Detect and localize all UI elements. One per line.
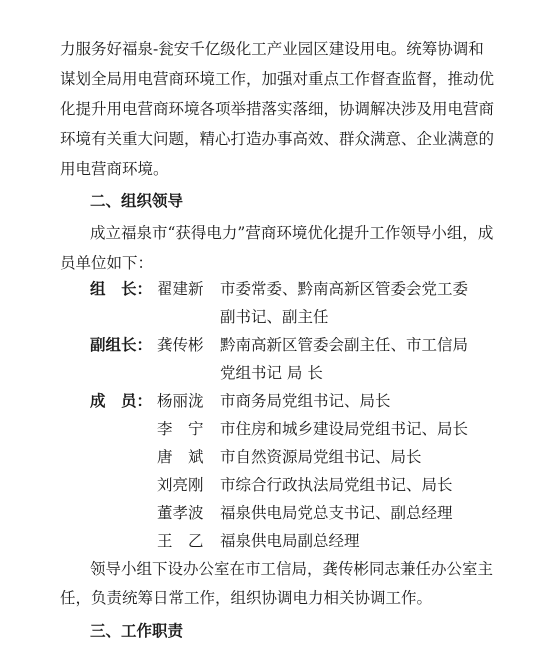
intro-line: 环境有关重大问题，精心打造办事高效、群众满意、企业满意的 [60, 130, 495, 148]
member-title: 黔南高新区管委会副主任、市工信局 [220, 336, 469, 354]
member-row [0, 478, 551, 504]
member-name: 李 宁 [157, 420, 204, 438]
leader-row-cont [0, 310, 551, 336]
member-title: 副书记、副主任 [220, 308, 329, 326]
member-title: 市综合行政执法局党组书记、局长 [220, 476, 453, 494]
member-title: 市委常委、黔南高新区管委会党工委 [220, 280, 469, 298]
member-title: 市商务局党组书记、局长 [220, 392, 391, 410]
member-name: 杨丽泷 [157, 392, 204, 410]
member-title: 福泉供电局党总支书记、副总经理 [220, 504, 453, 522]
member-name: 翟建新 [157, 280, 204, 298]
leader-row [0, 282, 551, 308]
role-label: 组 长： [90, 280, 153, 298]
org-line: 员单位如下： [60, 254, 154, 272]
office-line: 任，负责统筹日常工作，组织协调电力相关协调工作。 [60, 589, 433, 607]
member-row [0, 422, 551, 448]
member-title: 市住房和城乡建设局党组书记、局长 [220, 420, 469, 438]
deputy-row [0, 338, 551, 364]
member-title: 党组书记 局 长 [220, 364, 323, 382]
member-title: 福泉供电局副总经理 [220, 532, 360, 550]
member-row [0, 506, 551, 532]
member-row [0, 450, 551, 476]
member-name: 董孝波 [157, 504, 204, 522]
member-name: 龚传彬 [157, 336, 204, 354]
member-title: 市自然资源局党组书记、局长 [220, 448, 422, 466]
intro-line: 化提升用电营商环境各项举措落实落细，协调解决涉及用电营商 [60, 100, 495, 118]
member-row [0, 534, 551, 560]
member-row [0, 394, 551, 420]
section-heading-responsibilities: 三、工作职责 [90, 622, 184, 640]
org-line: 成立福泉市“获得电力”营商环境优化提升工作领导小组，成 [90, 224, 494, 242]
member-name: 唐 斌 [157, 448, 204, 466]
deputy-row-cont [0, 366, 551, 392]
intro-line: 谋划全局用电营商环境工作，加强对重点工作督查监督，推动优 [60, 70, 495, 88]
section-heading-organization: 二、组织领导 [90, 192, 184, 210]
role-label: 副组长： [90, 336, 153, 354]
member-name: 刘亮刚 [157, 476, 204, 494]
member-name: 王 乙 [157, 532, 204, 550]
intro-line: 用电营商环境。 [60, 160, 169, 178]
role-label: 成 员： [90, 392, 153, 410]
office-line: 领导小组下设办公室在市工信局，龚传彬同志兼任办公室主 [90, 560, 494, 578]
intro-line: 力服务好福泉-瓮安千亿级化工产业园区建设用电。统筹协调和 [60, 40, 484, 58]
